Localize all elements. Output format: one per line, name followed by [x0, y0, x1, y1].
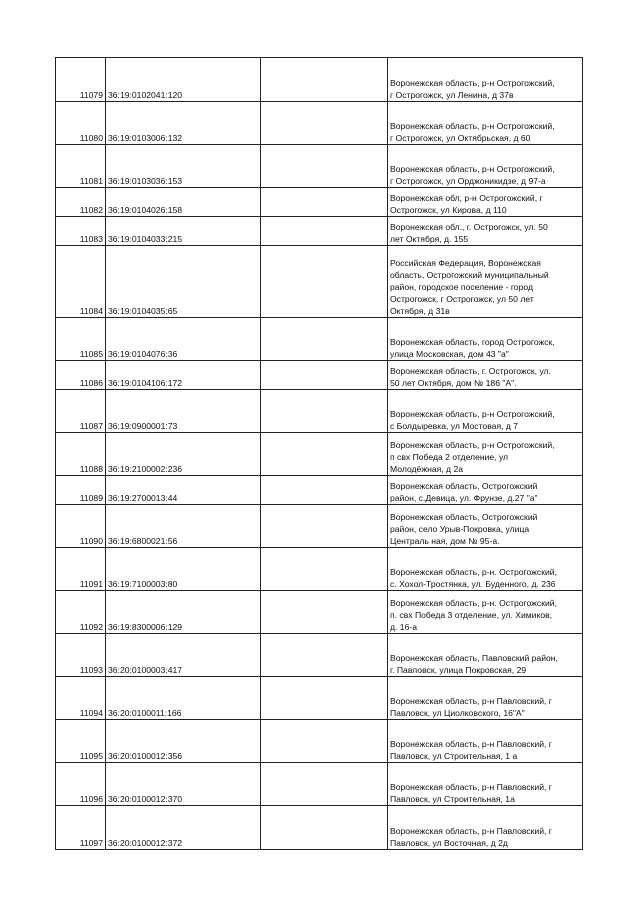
empty-cell [261, 361, 388, 390]
table-row [56, 217, 583, 246]
table-row [56, 806, 583, 850]
address: Воронежская область, р-н Острогожский, г Острогожск, ул Октябрьская, д 60 [388, 102, 583, 145]
address: Воронежская обл, р-н Острогожский, г Острогожск, ул Кирова, д 110 [388, 188, 583, 217]
empty-cell [261, 433, 388, 476]
row-number: 11096 [56, 763, 106, 806]
empty-cell [261, 677, 388, 720]
address: Воронежская область, р-н. Острогожский, с. Хохол-Тростянка, ул. Буденного, д. 236 [388, 548, 583, 591]
address: Воронежская область, р-н Острогожский, п свх Победа 2 отделение, ул Молодёжная, д 2а [388, 433, 583, 476]
row-number: 11092 [56, 591, 106, 634]
row-number: 11093 [56, 634, 106, 677]
address: Воронежская область, Острогожский район, село Урыв-Покровка, улица Централь ная, дом № 95-а. [388, 505, 583, 548]
cadastral-number: 36:20:0100012:370 [106, 763, 261, 806]
row-number: 11083 [56, 217, 106, 246]
table-row [56, 361, 583, 390]
empty-cell [261, 476, 388, 505]
cadastral-number: 36:20:0100012:372 [106, 806, 261, 850]
empty-cell [261, 763, 388, 806]
table-row [56, 591, 583, 634]
cadastral-number: 36:19:2100002:236 [106, 433, 261, 476]
cadastral-number: 36:19:0104106:172 [106, 361, 261, 390]
table-row [56, 548, 583, 591]
cadastral-number: 36:19:0102041:120 [106, 58, 261, 102]
table-row [56, 58, 583, 102]
registry-table [55, 57, 583, 850]
address: Воронежская область, р-н Павловский, г Павловск, ул Строительная, 1 а [388, 720, 583, 763]
table-row [56, 188, 583, 217]
table-row [56, 634, 583, 677]
row-number: 11095 [56, 720, 106, 763]
empty-cell [261, 58, 388, 102]
address: Воронежская область, р-н Острогожский, г Острогожск, ул Орджоникидзе, д 97-а [388, 145, 583, 188]
row-number: 11081 [56, 145, 106, 188]
cadastral-number: 36:19:0104033:215 [106, 217, 261, 246]
cadastral-number: 36:19:0104076:36 [106, 318, 261, 361]
row-number: 11087 [56, 390, 106, 433]
cadastral-number: 36:20:0100011:166 [106, 677, 261, 720]
cadastral-number: 36:19:2700013:44 [106, 476, 261, 505]
address: Воронежская область, р-н Павловский, г Павловск, ул Циолковского, 16"А" [388, 677, 583, 720]
row-number: 11091 [56, 548, 106, 591]
cadastral-number: 36:19:0103036:153 [106, 145, 261, 188]
empty-cell [261, 505, 388, 548]
address: Воронежская область, Павловский район, г. Павловск, улица Покровская, 29 [388, 634, 583, 677]
cadastral-number: 36:19:0103006:132 [106, 102, 261, 145]
cadastral-number: 36:19:0900001:73 [106, 390, 261, 433]
table-row [56, 505, 583, 548]
address: Воронежская обл., г. Острогожск, ул. 50 лет Октября, д. 155 [388, 217, 583, 246]
row-number: 11082 [56, 188, 106, 217]
row-number: 11094 [56, 677, 106, 720]
table-row [56, 763, 583, 806]
empty-cell [261, 634, 388, 677]
row-number: 11090 [56, 505, 106, 548]
row-number: 11080 [56, 102, 106, 145]
address: Российская Федерация, Воронежская область, Острогожский муниципальный район, городское поселение - город Острогожск, г Острогожск, ул 50 лет Октября, д 31в [388, 246, 583, 318]
table-row [56, 433, 583, 476]
cadastral-number: 36:19:0104035:65 [106, 246, 261, 318]
table-row [56, 677, 583, 720]
table-row [56, 246, 583, 318]
empty-cell [261, 246, 388, 318]
row-number: 11089 [56, 476, 106, 505]
address: Воронежская область, Острогожский район, с.Девица, ул. Фрунзе, д.27 "а" [388, 476, 583, 505]
table-row [56, 390, 583, 433]
address: Воронежская область, город Острогожск, улица Московская, дом 43 "а" [388, 318, 583, 361]
cadastral-number: 36:19:0104026:158 [106, 188, 261, 217]
row-number: 11084 [56, 246, 106, 318]
table-row [56, 102, 583, 145]
cadastral-number: 36:19:6800021:56 [106, 505, 261, 548]
empty-cell [261, 145, 388, 188]
cadastral-number: 36:19:8300006:129 [106, 591, 261, 634]
row-number: 11097 [56, 806, 106, 850]
cadastral-number: 36:20:0100012:356 [106, 720, 261, 763]
row-number: 11085 [56, 318, 106, 361]
address: Воронежская область, р-н Острогожский, г Острогожск, ул Ленина, д 37в [388, 58, 583, 102]
cadastral-number: 36:19:7100003:80 [106, 548, 261, 591]
table-row [56, 476, 583, 505]
address: Воронежская область, р-н Павловский, г Павловск, ул Восточная, д 2д [388, 806, 583, 850]
address: Воронежская область, г. Острогожск, ул. 50 лет Октября, дом № 186 "А". [388, 361, 583, 390]
empty-cell [261, 806, 388, 850]
cadastral-number: 36:20:0100003:417 [106, 634, 261, 677]
empty-cell [261, 591, 388, 634]
table-row [56, 318, 583, 361]
empty-cell [261, 720, 388, 763]
table-row [56, 145, 583, 188]
row-number: 11088 [56, 433, 106, 476]
empty-cell [261, 390, 388, 433]
empty-cell [261, 188, 388, 217]
address: Воронежская область, р-н Павловский, г Павловск, ул Строительная, 1а [388, 763, 583, 806]
row-number: 11086 [56, 361, 106, 390]
address: Воронежская область, р-н. Острогожский, п. свх Победа 3 отделение, ул. Химиков, д. 16-а [388, 591, 583, 634]
empty-cell [261, 102, 388, 145]
registry-table-body [56, 58, 583, 850]
address: Воронежская область, р-н Острогожский, с Болдыревка, ул Мостовая, д 7 [388, 390, 583, 433]
empty-cell [261, 318, 388, 361]
empty-cell [261, 548, 388, 591]
table-row [56, 720, 583, 763]
empty-cell [261, 217, 388, 246]
row-number: 11079 [56, 58, 106, 102]
